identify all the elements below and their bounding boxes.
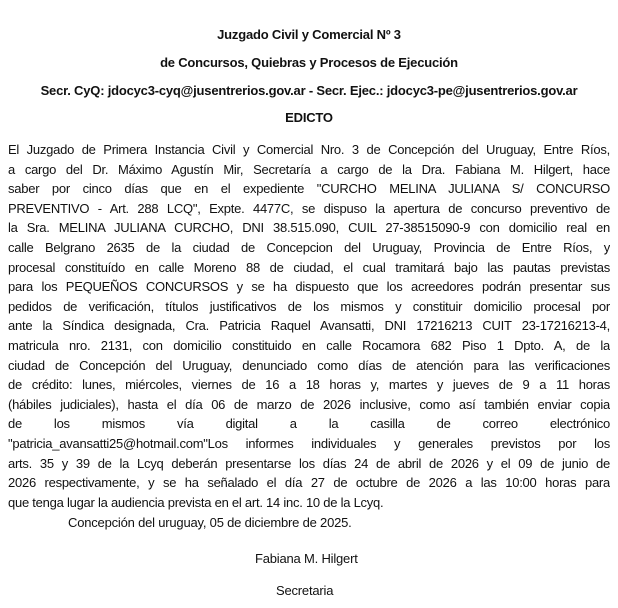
edict-body — [8, 140, 610, 512]
court-emails: Secr. CyQ: jdocyc3-cyq@jusentrerios.gov.ar - Secr. Ejec.: jdocyc3-pe@jusentrerios.gov.ar — [40, 83, 578, 98]
body-line: saber por cinco días que en el expediente "CURCHO MELINA JULIANA S/ CONCURSO — [8, 181, 610, 197]
body-line: 2026 respectivamente, y se ha señalado el día 27 de octubre de 2026 a las 10:00 horas para — [8, 475, 610, 491]
court-division: de Concursos, Quiebras y Procesos de Ejecución — [160, 55, 458, 70]
body-line: arts. 35 y 39 de la Lcyq deberán presentarse los días 24 de abril de 2026 y el 09 de junio de — [8, 455, 610, 471]
court-name: Juzgado Civil y Comercial Nº 3 — [217, 27, 401, 42]
signer-name: Fabiana M. Hilgert — [255, 551, 358, 566]
body-line: la Sra. MELINA JULIANA CURCHO, DNI 38.515.090, CUIL 27-38515090-9 con domicilio real en — [8, 220, 610, 236]
body-line: de los mismos vía digital a la casilla de correo electrónico — [8, 416, 610, 432]
body-line: de crédito: lunes, miércoles, viernes de 16 a 18 horas y, martes y jueves de 9 a 11 horas — [8, 377, 610, 393]
document-title: EDICTO — [285, 110, 333, 125]
body-line: a cargo del Dr. Máximo Agustín Mir, Secretaría a cargo de la Dra. Fabiana M. Hilgert, hace — [8, 161, 610, 177]
body-line: para los PEQUEÑOS CONCURSOS y se ha dispuesto que los acreedores podrán presentar sus — [8, 279, 610, 295]
body-line: "patricia_avansatti25@hotmail.com"Los informes individuales y generales previstos por los — [8, 435, 610, 451]
body-line: (hábiles judiciales), hasta el día 06 de marzo de 2026 inclusive, como así también enviar copia — [8, 396, 610, 412]
signer-role: Secretaria — [276, 583, 334, 598]
body-line: ante la Síndica designada, Cra. Patricia Raquel Avansatti, DNI 17216213 CUIT 23-17216213-4, — [8, 318, 610, 334]
body-line: procesal constituído en calle Moreno 88 de ciudad, el cual tramitará bajo las pautas previstas — [8, 259, 610, 275]
body-line: matricula nro. 2131, con domicilio constituido en calle Rocamora 682 Piso 1 Dpto. A, de la — [8, 337, 610, 353]
place-date: Concepción del uruguay, 05 de diciembre de 2025. — [68, 515, 352, 530]
body-line: calle Belgrano 2635 de la ciudad de Concepcion del Uruguay, Provincia de Entre Ríos, y — [8, 239, 610, 255]
body-line: que tenga lugar la audiencia prevista en el art. 14 inc. 10 de la Lcyq. — [8, 494, 384, 510]
body-line: El Juzgado de Primera Instancia Civil y Comercial Nro. 3 de Concepción del Uruguay, Entre Ríos, — [8, 142, 610, 157]
body-line: pedidos de verificación, títulos justificativos de los mismos y constituir domicilio procesal por — [8, 298, 610, 314]
body-line: ciudad de Concepción del Uruguay, denunciado como días de atención para las verificaciones — [8, 357, 610, 373]
body-line: PREVENTIVO - Art. 288 LCQ", Expte. 4477C, se dispuso la apertura de concurso preventivo de — [8, 200, 610, 216]
